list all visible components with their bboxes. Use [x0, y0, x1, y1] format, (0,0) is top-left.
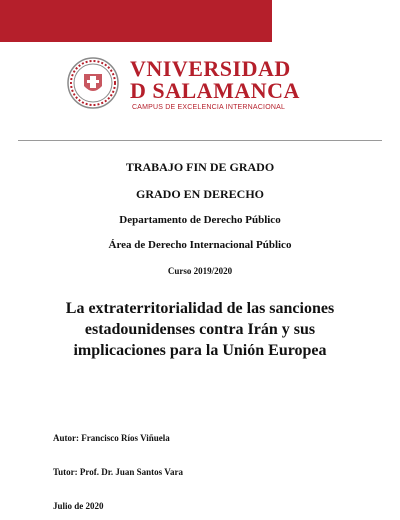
department-name: Departamento de Derecho Público: [119, 214, 281, 226]
university-logo: [66, 56, 326, 120]
university-name-line1: VNIVERSIDAD: [130, 56, 291, 81]
thesis-title-line: La extraterritorialidad de las sanciones: [65, 300, 335, 317]
work-type: TRABAJO FIN DE GRADO: [125, 160, 275, 174]
thesis-title-line: implicaciones para la Unión Europea: [73, 342, 327, 359]
academic-year: Curso 2019/2020: [167, 266, 233, 276]
header-divider: [18, 140, 382, 141]
tutor-line: Tutor: Prof. Dr. Juan Santos Vara: [53, 467, 183, 477]
university-name: [130, 58, 300, 102]
university-seal-icon: [66, 56, 120, 110]
campus-tagline: CAMPUS DE EXCELENCIA INTERNACIONAL: [132, 104, 286, 111]
thesis-title: [40, 298, 360, 361]
thesis-title-line: estadounidenses contra Irán y sus: [84, 321, 316, 338]
area-name: Área de Derecho Internacional Público: [108, 239, 292, 251]
header-color-band: [0, 0, 272, 42]
date-line: Julio de 2020: [53, 501, 104, 511]
degree-name: GRADO EN DERECHO: [135, 187, 264, 201]
author-line: Autor: Francisco Ríos Viñuela: [53, 433, 170, 443]
university-name-line2: D SALAMANCA: [130, 78, 300, 103]
